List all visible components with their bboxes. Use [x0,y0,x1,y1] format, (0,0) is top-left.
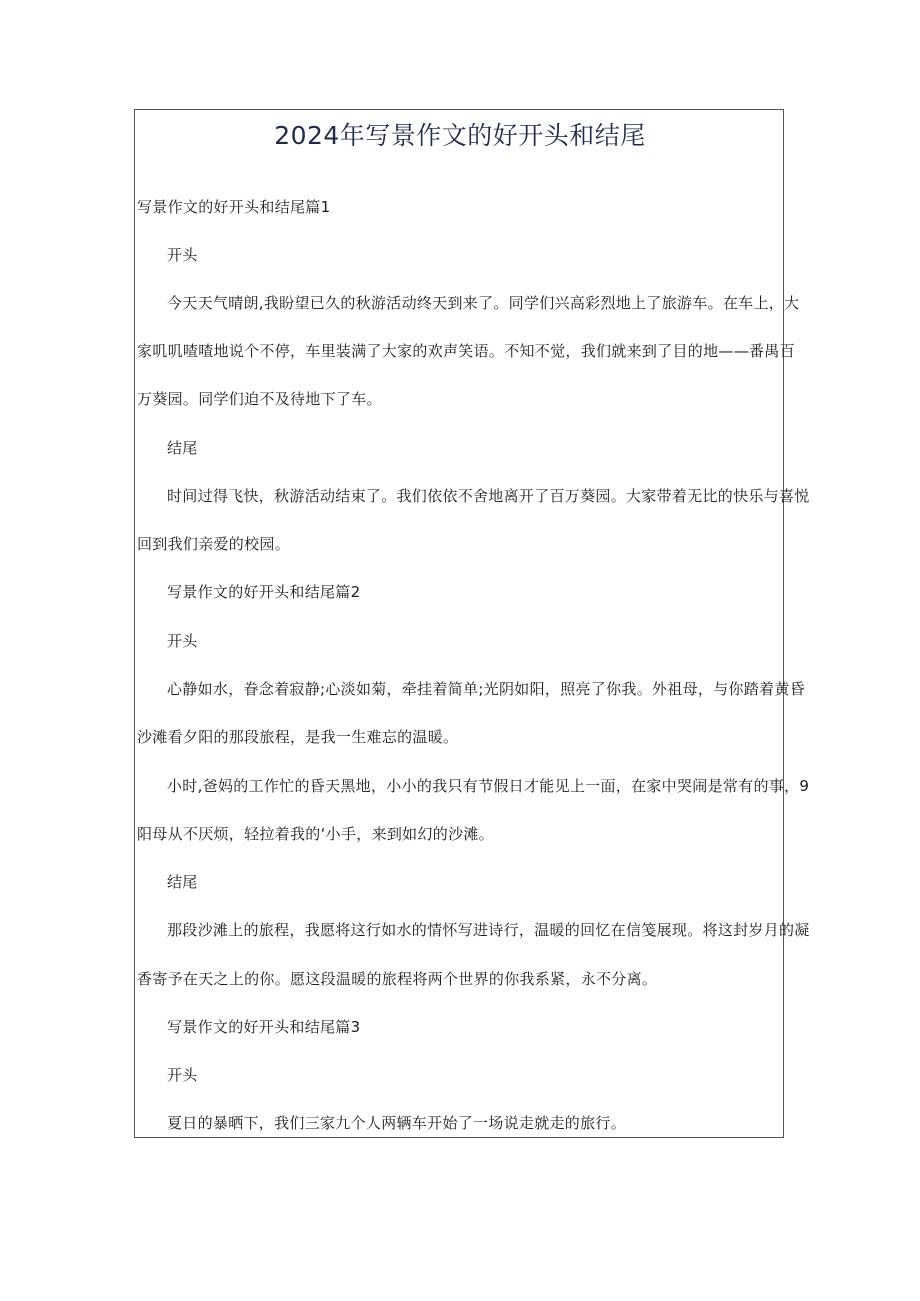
section-heading-3: 写景作文的好开头和结尾篇3 [167,1018,361,1036]
paragraph-line: 小时,爸妈的工作忙的昏天黑地，小小的我只有节假日才能见上一面，在家中哭闹是常有的事，9 [167,777,810,795]
paragraph-line: 阳母从不厌烦，轻拉着我的‘小手，来到如幻的沙滩。 [137,825,494,843]
paragraph-line: 万葵园。同学们迫不及待地下了车。 [137,390,382,408]
subheading-opening: 开头 [167,246,198,264]
subheading-ending: 结尾 [167,873,198,891]
paragraph-line: 心静如水，眷念着寂静;心淡如菊，牵挂着简单;光阴如阳，照亮了你我。外祖母，与你踏着黄昏 [167,680,806,698]
paragraph-line: 香寄予在天之上的你。愿这段温暖的旅程将两个世界的你我系紧，永不分离。 [137,970,658,988]
document-title: 2024年写景作文的好开头和结尾 [274,121,646,150]
paragraph-line: 回到我们亲爱的校园。 [137,535,291,553]
paragraph-line: 那段沙滩上的旅程，我愿将这行如水的情怀写进诗行，温暖的回忆在信笺展现。将这封岁月的凝 [167,921,810,939]
subheading-opening: 开头 [167,632,198,650]
subheading-ending: 结尾 [167,439,198,457]
paragraph-line: 家叽叽喳喳地说个不停，车里装满了大家的欢声笑语。不知不觉，我们就来到了目的地——番禺百 [137,342,795,360]
paragraph-line: 时间过得飞快，秋游活动结束了。我们依依不舍地离开了百万葵园。大家带着无比的快乐与喜悦 [167,487,810,505]
paragraph-line: 夏日的暴晒下，我们三家九个人两辆车开始了一场说走就走的旅行。 [167,1114,627,1132]
paragraph-line: 今天天气晴朗,我盼望已久的秋游活动终天到来了。同学们兴高彩烈地上了旅游车。在车上，大 [167,294,800,312]
section-heading-1: 写景作文的好开头和结尾篇1 [137,198,331,216]
section-heading-2: 写景作文的好开头和结尾篇2 [167,583,361,601]
paragraph-line: 沙滩看夕阳的那段旅程，是我一生难忘的温暖。 [137,728,459,746]
subheading-opening: 开头 [167,1066,198,1084]
